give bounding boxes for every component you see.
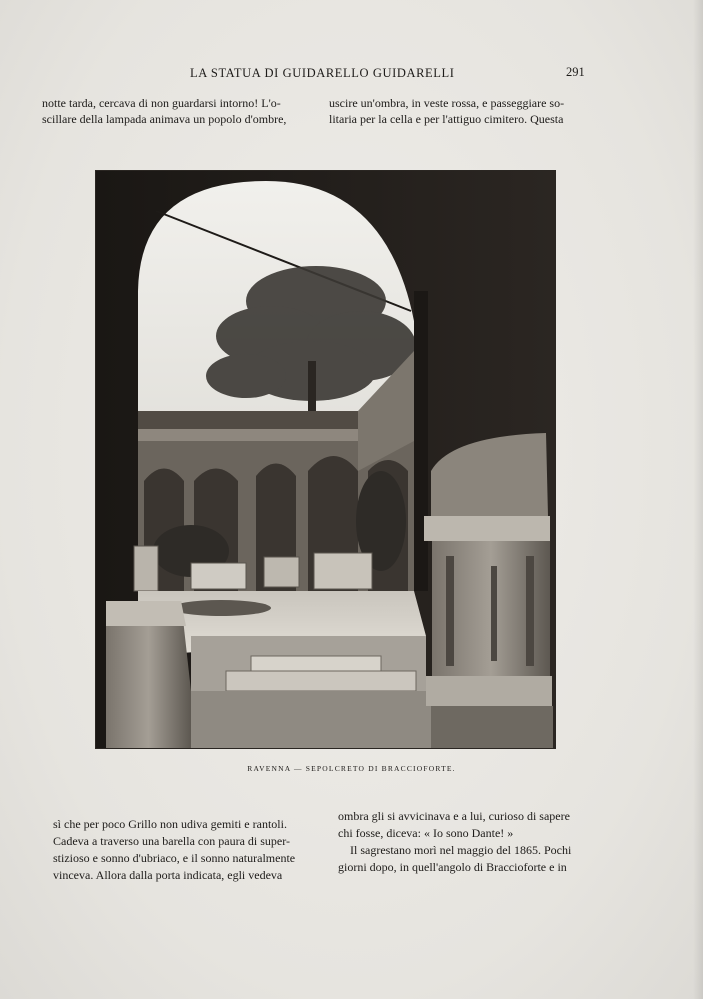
text-line: ombra gli si avvicinava e a lui, curioso di sapere — [338, 809, 570, 823]
page-edge-shadow — [693, 0, 703, 999]
photograph — [95, 170, 556, 749]
text-line: Cadeva a traverso una barella con paura di super- — [53, 834, 290, 848]
text-line: Il sagrestano morì nel maggio del 1865. Pochi — [350, 843, 572, 857]
page-number: 291 — [566, 65, 585, 79]
text-line: vinceva. Allora dalla porta indicata, egli vedeva — [53, 868, 283, 882]
text-line: notte tarda, cercava di non guardarsi intorno! L'o- — [42, 96, 281, 110]
text-line: giorni dopo, in quell'angolo di Braccioforte e in — [338, 860, 567, 874]
text-line: litaria per la cella e per l'attiguo cimitero. Questa — [329, 112, 564, 126]
figure-caption: RAVENNA — SEPOLCRETO DI BRACCIOFORTE. — [247, 764, 456, 773]
running-title: LA STATUA DI GUIDARELLO GUIDARELLI — [190, 66, 455, 80]
text-line: scillare della lampada animava un popolo d'ombre, — [42, 112, 287, 126]
text-line: chi fosse, diceva: « Io sono Dante! » — [338, 826, 514, 840]
text-line: uscire un'ombra, in veste rossa, e passeggiare so- — [329, 96, 565, 110]
cloister-photo-illustration — [96, 171, 555, 748]
text-line: stizioso e sonno d'ubriaco, e il sonno naturalmente — [53, 851, 296, 865]
text-line: sì che per poco Grillo non udiva gemiti e rantoli. — [53, 817, 287, 831]
